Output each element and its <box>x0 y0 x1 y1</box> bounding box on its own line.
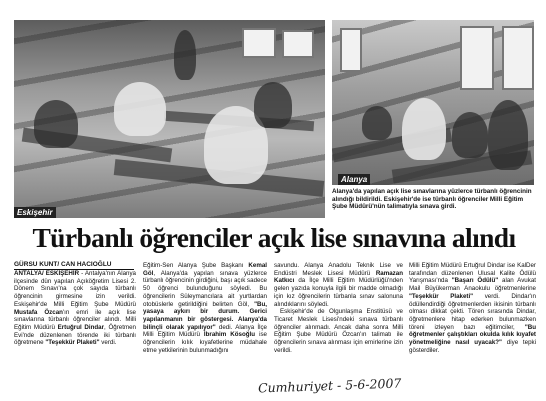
award-name: "Teşekkür Plaketi" <box>45 339 100 347</box>
student-figure <box>452 112 488 158</box>
photo-location-tag: Eskişehir <box>14 207 56 218</box>
person-name: Kemal Göl <box>143 262 267 277</box>
photo-caption: Alanya'da yapılan açık lise sınavlarına yüzlerce türbanlı öğrencinin alındığı bildirildi. Eskişehir'de ise türbanlı öğrenciler Milli Eğitim Şube Müdürü'nün talimatıyla sınava girdi. <box>332 188 532 211</box>
body-text: Milli Eğitim Müdürü Ertuğrul Dindar ise KalDer tarafından düzenlenen Ulusal Kalite Ödülü Yarışması'nda <box>409 262 536 285</box>
student-figure <box>488 100 528 170</box>
window <box>282 30 314 58</box>
dateline: ANTALYA/ ESKİŞEHİR <box>14 270 80 277</box>
person-name: Mustafa Özcan <box>14 308 63 316</box>
person-name: Ramazan Katkıcı <box>274 269 403 285</box>
student-figure <box>402 98 446 160</box>
body-text: verdi. <box>99 339 117 347</box>
body-text: verdi. Dindar'ın ödüllendirdiği öğretmenlerden ikisinin türbanlı olması dikkat çekti. Tören sırasında Dindar, öğretmenlere hitap ederken bulunmazken töreni izleyen bazı eğitimciler, <box>409 292 537 331</box>
body-text: savundu. Alanya Anadolu Teknik Lise ve Endüstri Meslek Lisesi Müdürü <box>274 262 403 277</box>
award-name: "Başarı Ödülü" <box>451 277 499 285</box>
byline: GÜRSU KUNT/ CAN HACIOĞLU <box>14 261 134 270</box>
body-text: da İlçe Milli Eğitim Müdürlüğü'nden gelen yazıda konuyla ilgili bir madde olmadığı için kız öğrencilerin türbanla sınav salonuna alındıklarını söyledi. <box>274 277 403 308</box>
body-text: diye tepki gösterdiler. <box>409 339 537 354</box>
body-text: Eğitim-Sen Alanya Şube Başkanı <box>143 262 249 269</box>
photo-location-tag: Alanya <box>338 174 370 185</box>
award-name: "Teşekkür Plaketi" <box>409 292 474 300</box>
student-figure <box>362 106 392 140</box>
window <box>340 28 362 72</box>
person-name: İbrahim Kösoğlu <box>203 331 256 339</box>
student-figure <box>114 82 166 136</box>
body-text: alan Avukat Mail Büyükerman Anaokulu öğretmenlerine <box>409 277 536 293</box>
body-text: - Antalya'nın Alanya ilçesinde dün yapılan Açıköğretim Lisesi 2. Dönem Sınavı'na çok sayıda türbanlı öğrencinin girmesine izin verildi. Eskişehir'de Milli Eğitim Şube Müdürü <box>14 270 136 308</box>
quote: "Bu öğretmenler çalıştıkları okulda kılık kıyafet yönetmeliğine nasıl uyacak?" <box>409 323 536 347</box>
paragraph: Eskişehir'de de Olgunlaşma Enstitüsü ve Ticaret Meslek Lisesi'ndeki sınava türbanlı öğrenciler alınmadı. Ancak daha sonra Milli Eğitim Şube Müdürü Özcan'ın talimatı ile öğrencilerin sınava alınması için emirlerine izin verildi. <box>274 308 403 354</box>
window <box>242 28 276 58</box>
article-headline: Türbanlı öğrenciler açık lise sınavına alındı <box>32 222 516 253</box>
body-text: dedi. Alanya İlçe Milli Eğitim Müdürü <box>143 323 267 339</box>
standing-figure <box>174 30 196 80</box>
exam-photo-eskisehir <box>14 20 325 218</box>
body-text: , Alanya'da yapılan sınava yüzlerce türbanlı öğrencinin girdiğini, başı açık sadece 50 öğrenci bulunduğunu söyledi. Bu öğrencilerin Süleymancılara ait yurtlardan otobüslerle getirildiğini belirten Göl, <box>143 269 267 308</box>
article-column-4 <box>409 262 536 354</box>
body-text: 'ın emri ile açık lise sınavlarına türbanlı öğrenciler alındı. Milli Eğitim Müdürü <box>14 308 136 331</box>
quote: "Bu, yasaya aykırı bir durum. Gerici yapılanmanın bir göstergesi. Alanya'da bilinçli olarak yapılıyor" <box>143 300 267 331</box>
student-figure <box>254 82 292 128</box>
window <box>502 26 534 90</box>
window <box>460 26 494 90</box>
article-column-1 <box>14 270 136 347</box>
article-column-2 <box>143 262 267 354</box>
student-figure <box>34 100 78 148</box>
exam-photo-alanya <box>332 20 534 185</box>
body-text: , Öğretmen Evi'nde düzenlenen törende iki türbanlı öğretmene <box>14 323 136 347</box>
person-name: Ertuğrul Dindar <box>57 323 105 331</box>
article-column-3 <box>274 262 403 354</box>
handwritten-source-date: Cumhuriyet - 5-6-2007 <box>257 375 402 396</box>
body-text: ise öğrencilerin kılık kıyafetlerine müdahale etme yetkilerinin bulunmadığını <box>143 331 267 354</box>
